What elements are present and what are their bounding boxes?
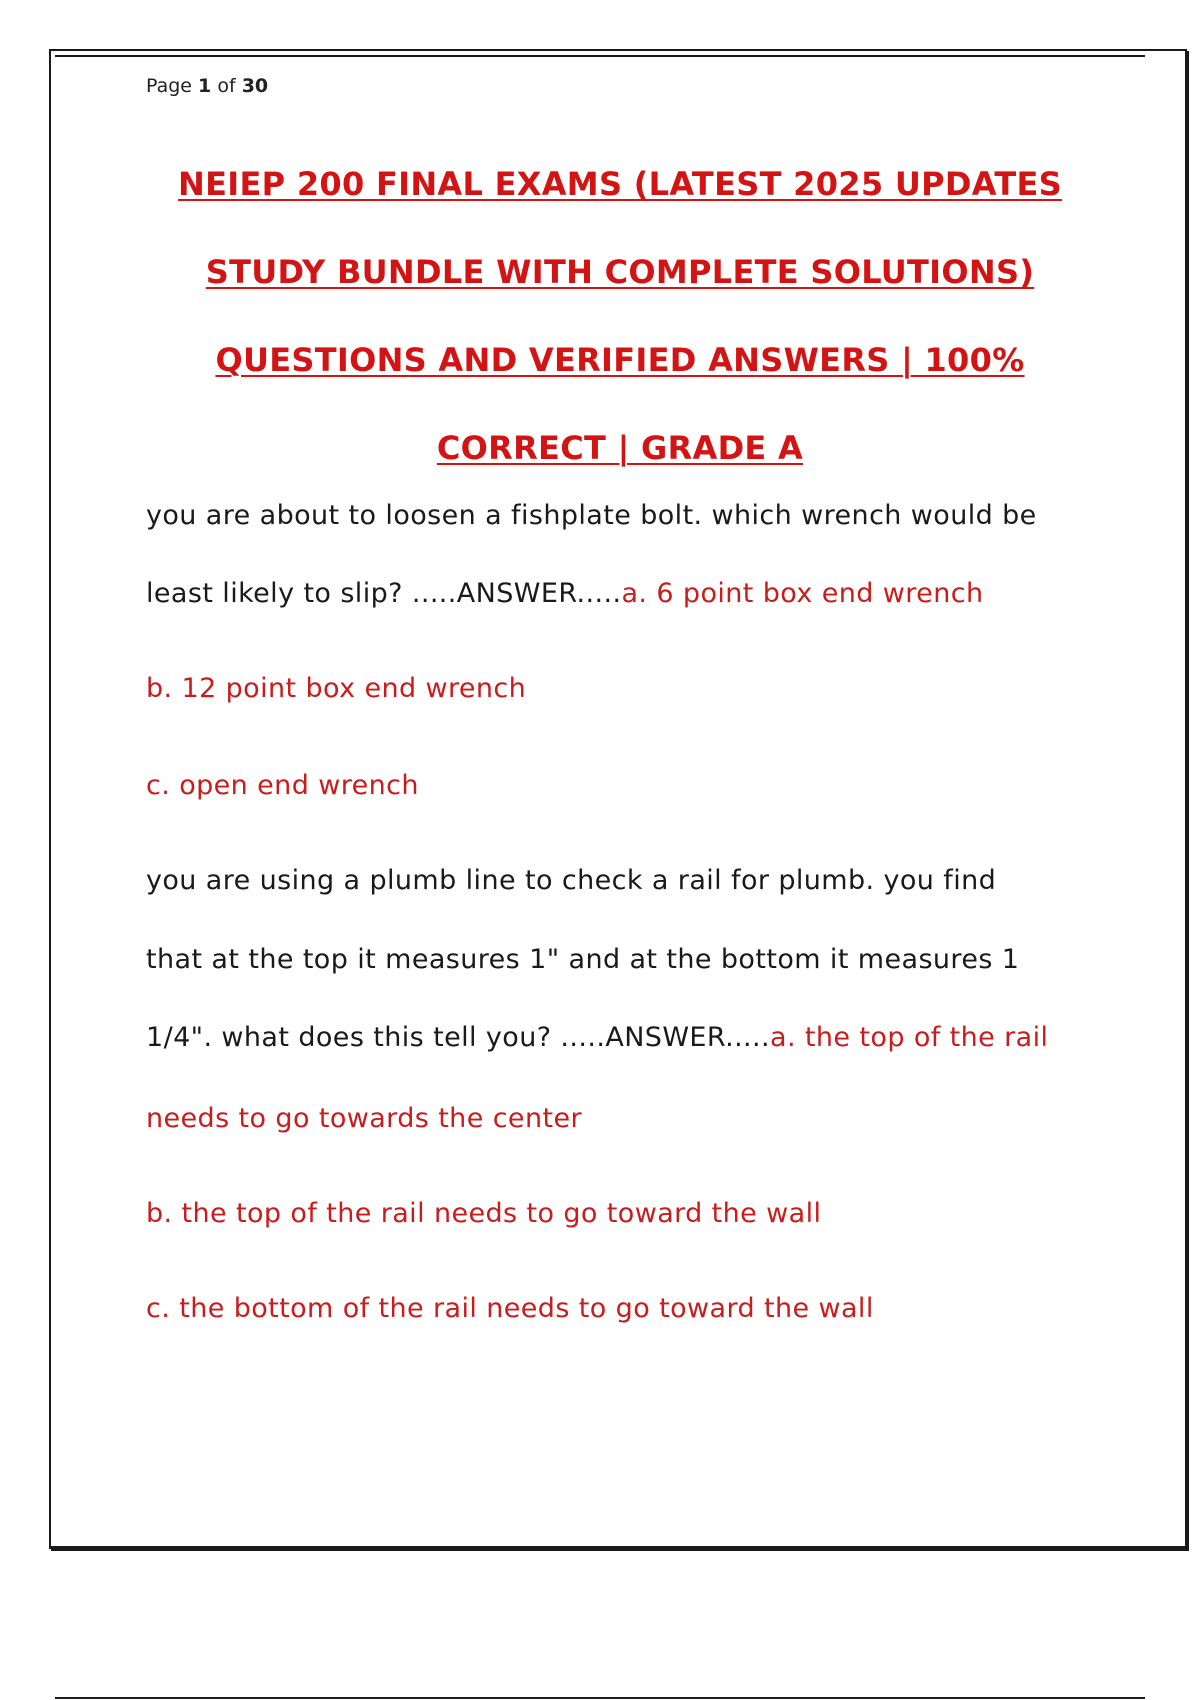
q2-answer-a-cont: needs to go towards the center — [146, 1103, 582, 1134]
page-prefix: Page — [146, 75, 192, 97]
q1-option-b: b. 12 point box end wrench — [146, 673, 527, 704]
q1-line-1: you are about to loosen a fishplate bolt. which wrench would be — [146, 500, 1037, 531]
title-line-2: STUDY BUNDLE WITH COMPLETE SOLUTIONS) — [205, 253, 1035, 291]
page-number — [146, 75, 268, 97]
page-separator: of — [217, 75, 236, 97]
q1-question-tail: least likely to slip? .....ANSWER..... — [146, 578, 622, 609]
q2-line-3 — [146, 1022, 1048, 1053]
document-title — [120, 140, 1120, 492]
q1-option-c: c. open end wrench — [146, 770, 419, 801]
top-rule — [55, 55, 1145, 57]
q2-option-c: c. the bottom of the rail needs to go toward the wall — [146, 1293, 874, 1324]
q2-question-tail: 1/4". what does this tell you? .....ANSWER..... — [146, 1022, 771, 1053]
q1-line-2 — [146, 578, 983, 609]
title-line-1: NEIEP 200 FINAL EXAMS (LATEST 2025 UPDATES — [178, 165, 1062, 203]
title-line-3: QUESTIONS AND VERIFIED ANSWERS | 100% — [215, 341, 1025, 379]
q2-option-b: b. the top of the rail needs to go toward the wall — [146, 1198, 822, 1229]
q1-answer-a: a. 6 point box end wrench — [621, 578, 984, 609]
q2-line-1: you are using a plumb line to check a rail for plumb. you find — [146, 865, 997, 896]
bottom-rule — [55, 1697, 1145, 1699]
q2-line-2: that at the top it measures 1" and at the bottom it measures 1 — [146, 944, 1020, 975]
title-line-4: CORRECT | GRADE A — [436, 429, 804, 467]
q2-answer-a: a. the top of the rail — [770, 1022, 1049, 1053]
page-total: 30 — [241, 75, 269, 97]
page-current: 1 — [198, 75, 212, 97]
